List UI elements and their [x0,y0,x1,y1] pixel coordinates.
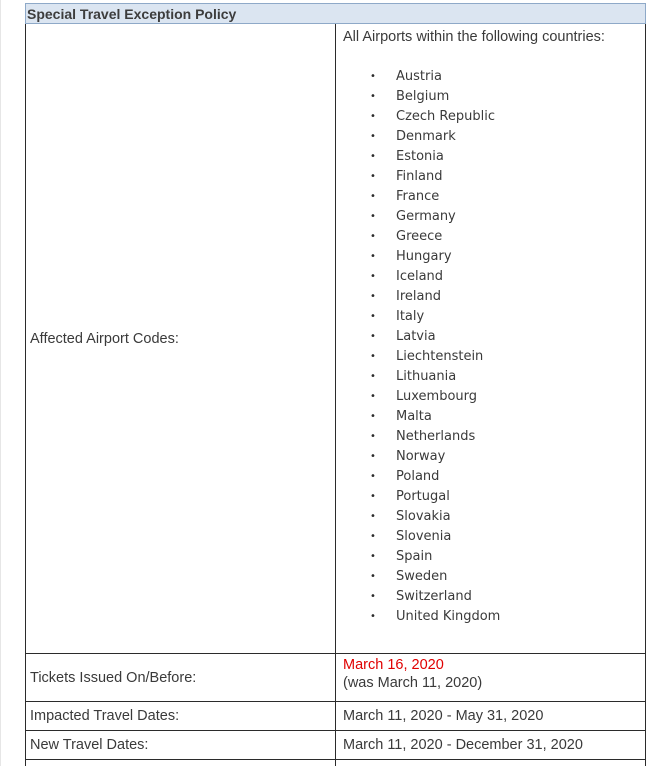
bullet-icon: • [370,611,376,622]
country-name: Portugal [396,489,450,504]
bullet-icon: • [370,491,376,502]
country-list-item [343,147,645,167]
country-name: United Kingdom [396,609,501,624]
country-name: Sweden [396,569,448,584]
country-list-item [343,407,645,427]
airports-intro: All Airports within the following countries: [343,29,605,45]
impacted-label: Impacted Travel Dates: [26,702,336,731]
country-list-item [343,287,645,307]
country-name: Denmark [396,129,456,144]
bullet-icon: • [370,311,376,322]
bullet-icon: • [370,91,376,102]
country-list-item [343,87,645,107]
country-list-item [343,107,645,127]
bullet-icon: • [370,571,376,582]
country-name: France [396,189,440,204]
bullet-icon: • [370,331,376,342]
country-name: Greece [396,229,443,244]
new-dates-label: New Travel Dates: [26,731,336,760]
country-list-item [343,307,645,327]
bullet-icon: • [370,271,376,282]
country-list [343,67,645,627]
bullet-icon: • [370,171,376,182]
country-list-item [343,267,645,287]
country-name: Hungary [396,249,452,264]
country-list-item [343,127,645,147]
tickets-label: Tickets Issued On/Before: [26,654,336,702]
country-name: Iceland [396,269,444,284]
country-list-item [343,567,645,587]
country-name: Austria [396,69,442,84]
bullet-icon: • [370,71,376,82]
bullet-icon: • [370,591,376,602]
country-list-item [343,247,645,267]
country-name: Belgium [396,89,450,104]
country-name: Luxembourg [396,389,478,404]
next-row-label [26,760,336,766]
header-row [26,4,646,24]
country-name: Germany [396,209,456,224]
country-list-item [343,167,645,187]
bullet-icon: • [370,151,376,162]
country-list-item [343,187,645,207]
bullet-icon: • [370,131,376,142]
policy-title: Special Travel Exception Policy [26,4,646,24]
bullet-icon: • [370,251,376,262]
country-name: Slovakia [396,509,451,524]
country-list-item [343,207,645,227]
country-name: Latvia [396,329,436,344]
bullet-icon: • [370,351,376,362]
country-list-item [343,547,645,567]
impacted-row [26,702,646,731]
tickets-row [26,654,646,702]
country-name: Poland [396,469,440,484]
country-name: Finland [396,169,443,184]
country-name: Switzerland [396,589,472,604]
country-list-item [343,527,645,547]
country-list-item [343,487,645,507]
bullet-icon: • [370,531,376,542]
bullet-icon: • [370,551,376,562]
bullet-icon: • [370,211,376,222]
bullet-icon: • [370,431,376,442]
bullet-icon: • [370,411,376,422]
country-list-item [343,387,645,407]
country-name: Italy [396,309,425,324]
country-name: Estonia [396,149,444,164]
country-list-item [343,607,645,627]
country-list-item [343,427,645,447]
bullet-icon: • [370,471,376,482]
country-name: Netherlands [396,429,476,444]
tickets-value [336,654,646,702]
airports-value [336,24,646,654]
bullet-icon: • [370,511,376,522]
country-name: Norway [396,449,446,464]
country-list-item [343,347,645,367]
tickets-previous-date: (was March 11, 2020) [343,675,483,691]
country-name: Lithuania [396,369,457,384]
bullet-icon: • [370,191,376,202]
bullet-icon: • [370,371,376,382]
bullet-icon: • [370,391,376,402]
new-dates-row [26,731,646,760]
country-name: Czech Republic [396,109,495,124]
country-list-item [343,467,645,487]
country-name: Malta [396,409,432,424]
bullet-icon: • [370,291,376,302]
country-name: Liechtenstein [396,349,484,364]
policy-table [25,3,646,766]
country-list-item [343,447,645,467]
impacted-value: March 11, 2020 - May 31, 2020 [336,702,646,731]
airports-row [26,24,646,654]
tickets-date: March 16, 2020 [343,657,444,673]
country-list-item [343,367,645,387]
bullet-icon: • [370,451,376,462]
country-list-item [343,67,645,87]
next-row-partial [26,760,646,766]
country-name: Slovenia [396,529,452,544]
country-list-item [343,327,645,347]
country-list-item [343,227,645,247]
bullet-icon: • [370,111,376,122]
country-name: Ireland [396,289,441,304]
airports-label: Affected Airport Codes: [26,24,336,654]
country-list-item [343,507,645,527]
new-dates-value: March 11, 2020 - December 31, 2020 [336,731,646,760]
next-row-value [336,760,646,766]
bullet-icon: • [370,231,376,242]
country-list-item [343,587,645,607]
country-name: Spain [396,549,433,564]
